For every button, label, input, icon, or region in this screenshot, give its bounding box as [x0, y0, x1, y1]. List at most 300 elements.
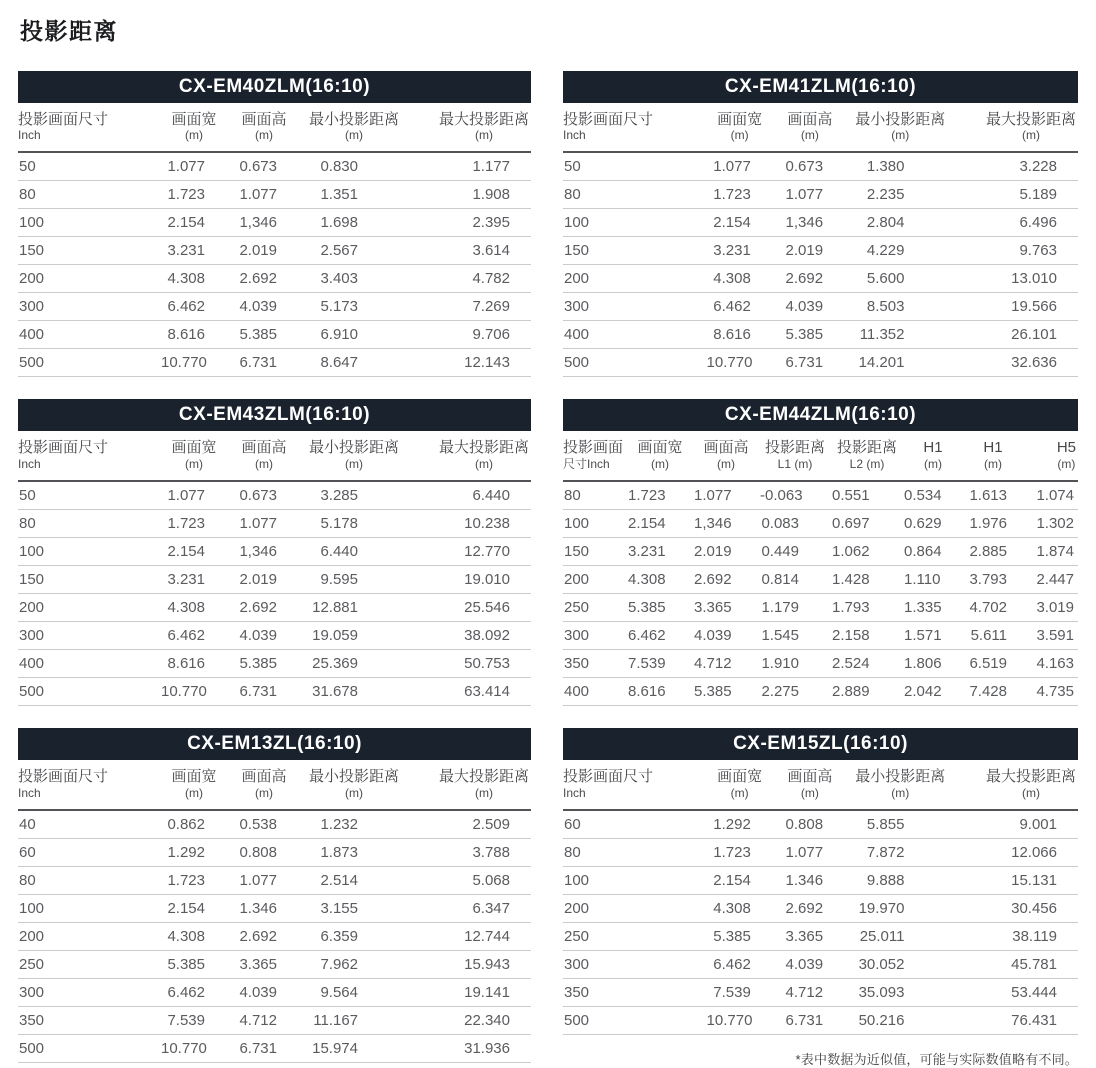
data-cell: 1.910	[759, 649, 831, 677]
data-cell: 5.178	[300, 509, 408, 537]
projection-table	[563, 431, 1078, 706]
column-header	[228, 760, 300, 810]
data-cell: 2.019	[774, 237, 846, 265]
table-block-cx-em43zlm	[18, 399, 531, 706]
data-cell: 1.302	[1023, 509, 1078, 537]
column-header-unit: Inch	[18, 128, 41, 143]
column-header-unit: (m)	[254, 785, 273, 800]
data-cell: 1.428	[831, 565, 903, 593]
data-cell: 35.093	[846, 978, 954, 1006]
data-cell: 500	[563, 349, 706, 377]
column-header	[18, 431, 160, 481]
data-cell: 2.692	[228, 922, 300, 950]
footnote: *表中数据为近似值，可能与实际数值略有不同。	[795, 1051, 1078, 1067]
data-cell: 19.970	[846, 894, 954, 922]
column-header-unit: (m)	[184, 128, 203, 143]
data-cell: 100	[563, 509, 627, 537]
data-cell: 6.462	[627, 621, 693, 649]
table-row	[563, 649, 1078, 677]
data-cell: 38.092	[408, 621, 531, 649]
header-row	[563, 431, 1078, 481]
column-header-unit: (m)	[716, 456, 735, 471]
column-header	[408, 431, 531, 481]
table-row	[18, 181, 531, 209]
column-header-unit: L2 (m)	[849, 456, 885, 471]
table-row	[563, 349, 1078, 377]
data-cell: 19.566	[954, 293, 1078, 321]
data-cell: 5.855	[846, 810, 954, 839]
column-header-unit: (m)	[984, 456, 1002, 471]
data-cell: 8.503	[846, 293, 954, 321]
data-cell: 1.908	[408, 181, 531, 209]
column-header-label: 画面宽	[171, 110, 217, 128]
table-row	[18, 593, 531, 621]
column-header	[774, 760, 846, 810]
data-cell: 1.292	[706, 810, 774, 839]
data-cell: 0.449	[759, 537, 831, 565]
data-cell: 100	[18, 894, 160, 922]
table-row	[18, 152, 531, 181]
column-header-unit: (m)	[254, 456, 273, 471]
data-cell: 1.077	[693, 481, 759, 510]
table-row	[18, 481, 531, 510]
table-row	[18, 349, 531, 377]
table-row	[563, 293, 1078, 321]
data-cell: 1.723	[160, 509, 228, 537]
table-row	[18, 293, 531, 321]
table-title: CX-EM13ZL(16:10)	[18, 728, 531, 760]
data-cell: 4.712	[774, 978, 846, 1006]
data-cell: 2.509	[408, 810, 531, 839]
column-header-label: 画面高	[241, 439, 287, 457]
projection-table	[18, 760, 531, 1063]
data-cell: 1.698	[300, 209, 408, 237]
data-cell: 150	[18, 565, 160, 593]
data-cell: 1.062	[831, 537, 903, 565]
data-cell: 500	[563, 1006, 706, 1034]
column-header-unit: Inch	[563, 128, 586, 143]
data-cell: 2.154	[627, 509, 693, 537]
column-header-unit: (m)	[891, 785, 910, 800]
column-header	[706, 760, 774, 810]
data-cell: 300	[563, 621, 627, 649]
data-cell: 2.154	[160, 537, 228, 565]
column-header-label: 最小投影距离	[308, 767, 399, 785]
data-cell: 30.456	[954, 894, 1078, 922]
column-header-unit: (m)	[474, 456, 493, 471]
table-row	[18, 621, 531, 649]
data-cell: 8.616	[627, 677, 693, 705]
data-cell: 1.077	[160, 152, 228, 181]
column-header-label: 投影画面尺寸	[18, 767, 109, 785]
column-header-label: 最大投影距离	[438, 767, 529, 785]
data-cell: 300	[18, 978, 160, 1006]
data-cell: 3.231	[160, 237, 228, 265]
data-cell: 6.462	[160, 978, 228, 1006]
table-block-cx-em41zlm	[563, 71, 1078, 378]
table-block-cx-em13zl	[18, 728, 531, 1063]
table-row	[563, 978, 1078, 1006]
table-row	[18, 649, 531, 677]
data-cell: 6.462	[706, 950, 774, 978]
column-header-label: 画面宽	[171, 439, 217, 457]
data-cell: 200	[18, 593, 160, 621]
data-cell: 9.595	[300, 565, 408, 593]
data-cell: 50	[18, 481, 160, 510]
column-header-unit: (m)	[730, 785, 749, 800]
column-header-unit: (m)	[344, 456, 363, 471]
projection-table	[563, 103, 1078, 378]
column-header-label: 投影距离	[764, 439, 825, 457]
data-cell: 9.564	[300, 978, 408, 1006]
data-cell: 4.163	[1023, 649, 1078, 677]
data-cell: 4.308	[627, 565, 693, 593]
data-cell: 3.365	[774, 922, 846, 950]
table-row	[18, 677, 531, 705]
data-cell: 1.077	[706, 152, 774, 181]
data-cell: 6.910	[300, 321, 408, 349]
data-cell: 6.731	[774, 1006, 846, 1034]
column-header	[563, 760, 706, 810]
data-cell: 80	[18, 181, 160, 209]
column-header-unit: 尺寸Inch	[563, 456, 610, 471]
data-cell: 13.010	[954, 265, 1078, 293]
data-cell: 3.228	[954, 152, 1078, 181]
column-header	[954, 760, 1078, 810]
column-header-label: 最小投影距离	[308, 110, 399, 128]
data-cell: 76.431	[954, 1006, 1078, 1034]
column-header-unit: (m)	[730, 128, 749, 143]
table-row	[563, 593, 1078, 621]
data-cell: 6.440	[408, 481, 531, 510]
data-cell: 2.154	[160, 209, 228, 237]
column-header-unit: (m)	[184, 785, 203, 800]
column-header-label: 画面宽	[637, 439, 683, 457]
data-cell: 4.782	[408, 265, 531, 293]
data-cell: 1.292	[160, 838, 228, 866]
data-cell: 31.678	[300, 677, 408, 705]
table-row	[563, 1006, 1078, 1034]
column-header	[759, 431, 831, 481]
data-cell: 80	[563, 481, 627, 510]
table-row	[18, 950, 531, 978]
column-header-label: 画面宽	[717, 767, 763, 785]
data-cell: 6.731	[228, 677, 300, 705]
header-row	[563, 760, 1078, 810]
column-header-label: 最大投影距离	[985, 110, 1076, 128]
table-row	[18, 838, 531, 866]
data-cell: 15.131	[954, 866, 1078, 894]
column-header	[408, 760, 531, 810]
data-cell: 8.616	[706, 321, 774, 349]
table-row	[563, 209, 1078, 237]
column-header	[846, 760, 954, 810]
projection-table	[18, 103, 531, 378]
column-header-label: 最大投影距离	[985, 767, 1076, 785]
column-header-unit: (m)	[1057, 456, 1076, 471]
data-cell: 22.340	[408, 1006, 531, 1034]
data-cell: 15.943	[408, 950, 531, 978]
data-cell: 8.616	[160, 321, 228, 349]
data-cell: 200	[18, 922, 160, 950]
data-cell: 300	[18, 293, 160, 321]
data-cell: 30.052	[846, 950, 954, 978]
data-cell: 9.001	[954, 810, 1078, 839]
table-title: CX-EM15ZL(16:10)	[563, 728, 1078, 760]
data-cell: 1.077	[774, 181, 846, 209]
data-cell: 4.039	[228, 621, 300, 649]
table-title: CX-EM44ZLM(16:10)	[563, 399, 1078, 431]
data-cell: 5.385	[627, 593, 693, 621]
data-cell: 1.874	[1023, 537, 1078, 565]
table-title: CX-EM40ZLM(16:10)	[18, 71, 531, 103]
data-cell: 3.403	[300, 265, 408, 293]
data-cell: 0.551	[831, 481, 903, 510]
data-cell: 4.712	[693, 649, 759, 677]
data-cell: 4.039	[693, 621, 759, 649]
data-cell: 300	[18, 621, 160, 649]
data-cell: 3.365	[228, 950, 300, 978]
data-cell: 0.814	[759, 565, 831, 593]
data-cell: 63.414	[408, 677, 531, 705]
page-title: 投影距离	[20, 18, 118, 44]
data-cell: 6.731	[774, 349, 846, 377]
data-cell: 100	[563, 866, 706, 894]
table-row	[563, 894, 1078, 922]
table-title: CX-EM41ZLM(16:10)	[563, 71, 1078, 103]
data-cell: 350	[563, 978, 706, 1006]
table-row	[563, 922, 1078, 950]
data-cell: 2.514	[300, 866, 408, 894]
data-cell: 2.692	[774, 894, 846, 922]
column-header-unit: (m)	[1021, 785, 1040, 800]
data-cell: 2.042	[903, 677, 963, 705]
data-cell: 7.269	[408, 293, 531, 321]
data-cell: 5.385	[228, 321, 300, 349]
data-cell: 6.496	[954, 209, 1078, 237]
data-cell: 80	[563, 181, 706, 209]
column-header	[774, 103, 846, 153]
column-header	[228, 431, 300, 481]
data-cell: 2.019	[228, 237, 300, 265]
data-cell: 1.335	[903, 593, 963, 621]
data-cell: 50	[18, 152, 160, 181]
data-cell: 350	[563, 649, 627, 677]
data-cell: 500	[18, 1034, 160, 1062]
data-cell: 4.308	[160, 593, 228, 621]
data-cell: 0.808	[774, 810, 846, 839]
column-header	[1023, 431, 1078, 481]
column-header	[706, 103, 774, 153]
data-cell: 19.010	[408, 565, 531, 593]
data-cell: 1.793	[831, 593, 903, 621]
column-header	[831, 431, 903, 481]
table-row	[563, 321, 1078, 349]
table-row	[563, 677, 1078, 705]
column-header-label: H1	[923, 439, 943, 457]
data-cell: 5.385	[774, 321, 846, 349]
data-cell: 45.781	[954, 950, 1078, 978]
table-row	[563, 810, 1078, 839]
table-row	[18, 810, 531, 839]
data-cell: 10.770	[160, 677, 228, 705]
column-header-label: 投影画面尺寸	[18, 110, 109, 128]
data-cell: 4.308	[706, 894, 774, 922]
data-cell: 1.873	[300, 838, 408, 866]
data-cell: 50	[563, 152, 706, 181]
data-cell: 5.189	[954, 181, 1078, 209]
data-cell: 1.232	[300, 810, 408, 839]
data-cell: 4.308	[706, 265, 774, 293]
data-cell: 5.385	[693, 677, 759, 705]
data-cell: 0.538	[228, 810, 300, 839]
data-cell: 6.462	[160, 621, 228, 649]
data-cell: 1.976	[963, 509, 1023, 537]
data-cell: 2.158	[831, 621, 903, 649]
data-cell: 12.744	[408, 922, 531, 950]
data-cell: 6.440	[300, 537, 408, 565]
data-cell: 7.539	[706, 978, 774, 1006]
table-row	[563, 509, 1078, 537]
table-title: CX-EM43ZLM(16:10)	[18, 399, 531, 431]
data-cell: 7.539	[627, 649, 693, 677]
column-header-label: 画面宽	[717, 110, 763, 128]
data-cell: 2.275	[759, 677, 831, 705]
data-cell: 250	[563, 593, 627, 621]
data-cell: 1.723	[706, 181, 774, 209]
data-cell: 19.059	[300, 621, 408, 649]
data-cell: 10.238	[408, 509, 531, 537]
data-cell: 400	[563, 321, 706, 349]
data-cell: 2.885	[963, 537, 1023, 565]
data-cell: 1,346	[693, 509, 759, 537]
table-row	[563, 950, 1078, 978]
data-cell: 0.629	[903, 509, 963, 537]
data-cell: 1.613	[963, 481, 1023, 510]
data-cell: 38.119	[954, 922, 1078, 950]
column-header-label: 最小投影距离	[855, 110, 946, 128]
data-cell: 1,346	[228, 537, 300, 565]
data-cell: 11.167	[300, 1006, 408, 1034]
data-cell: 3.231	[627, 537, 693, 565]
column-header	[846, 103, 954, 153]
column-header-label: 投影画面尺寸	[18, 439, 109, 457]
data-cell: 19.141	[408, 978, 531, 1006]
column-header-unit: (m)	[924, 456, 942, 471]
data-cell: 2.019	[228, 565, 300, 593]
column-header-label: 最大投影距离	[438, 439, 529, 457]
data-cell: 0.862	[160, 810, 228, 839]
data-cell: 9.763	[954, 237, 1078, 265]
table-row	[563, 481, 1078, 510]
column-header	[954, 103, 1078, 153]
data-cell: 80	[18, 866, 160, 894]
data-cell: 31.936	[408, 1034, 531, 1062]
data-cell: 11.352	[846, 321, 954, 349]
column-header-label: H5	[1056, 439, 1076, 457]
data-cell: 2.692	[693, 565, 759, 593]
data-cell: 1.571	[903, 621, 963, 649]
column-header-label: 最小投影距离	[855, 767, 946, 785]
column-header	[563, 103, 706, 153]
column-header-label: 最大投影距离	[438, 110, 529, 128]
data-cell: 7.428	[963, 677, 1023, 705]
table-block-cx-em40zlm	[18, 71, 531, 378]
table-row	[563, 838, 1078, 866]
table-row	[563, 866, 1078, 894]
data-cell: 50.216	[846, 1006, 954, 1034]
tables-grid	[18, 71, 1078, 1068]
data-cell: 200	[563, 894, 706, 922]
table-row	[563, 265, 1078, 293]
data-cell: 2.019	[693, 537, 759, 565]
data-cell: 4.039	[774, 950, 846, 978]
header-row	[18, 760, 531, 810]
data-cell: 300	[563, 293, 706, 321]
data-cell: 1.077	[160, 481, 228, 510]
column-header	[160, 760, 228, 810]
data-cell: 12.066	[954, 838, 1078, 866]
data-cell: 26.101	[954, 321, 1078, 349]
data-cell: 2.154	[706, 209, 774, 237]
table-row	[18, 1034, 531, 1062]
data-cell: 6.519	[963, 649, 1023, 677]
column-header-unit: (m)	[344, 128, 363, 143]
column-header	[160, 103, 228, 153]
column-header-unit: (m)	[1021, 128, 1040, 143]
column-header-unit: Inch	[563, 785, 586, 800]
data-cell: 150	[563, 537, 627, 565]
data-cell: 1.077	[228, 509, 300, 537]
table-block-cx-em15zl	[563, 728, 1078, 1068]
column-header-unit: (m)	[800, 128, 819, 143]
table-row	[563, 621, 1078, 649]
data-cell: 5.385	[706, 922, 774, 950]
data-cell: 150	[18, 237, 160, 265]
column-header-unit: (m)	[474, 128, 493, 143]
table-row	[18, 321, 531, 349]
table-row	[18, 922, 531, 950]
column-header	[160, 431, 228, 481]
data-cell: 6.731	[228, 1034, 300, 1062]
column-header	[18, 760, 160, 810]
data-cell: 250	[563, 922, 706, 950]
data-cell: 1.077	[228, 866, 300, 894]
data-cell: 4.229	[846, 237, 954, 265]
table-row	[18, 1006, 531, 1034]
table-row	[18, 237, 531, 265]
data-cell: 1.179	[759, 593, 831, 621]
data-cell: 1.723	[627, 481, 693, 510]
column-header-unit: (m)	[800, 785, 819, 800]
data-cell: 1.110	[903, 565, 963, 593]
data-cell: 5.173	[300, 293, 408, 321]
data-cell: 1.346	[228, 894, 300, 922]
data-cell: 6.731	[228, 349, 300, 377]
data-cell: 2.804	[846, 209, 954, 237]
data-cell: 3.793	[963, 565, 1023, 593]
data-cell: 100	[18, 209, 160, 237]
header-row	[563, 103, 1078, 153]
data-cell: 1.723	[160, 866, 228, 894]
data-cell: 12.143	[408, 349, 531, 377]
column-header-label: 画面高	[787, 767, 833, 785]
data-cell: 14.201	[846, 349, 954, 377]
data-cell: 60	[18, 838, 160, 866]
column-header-unit: (m)	[344, 785, 363, 800]
data-cell: 300	[563, 950, 706, 978]
data-cell: 1.806	[903, 649, 963, 677]
